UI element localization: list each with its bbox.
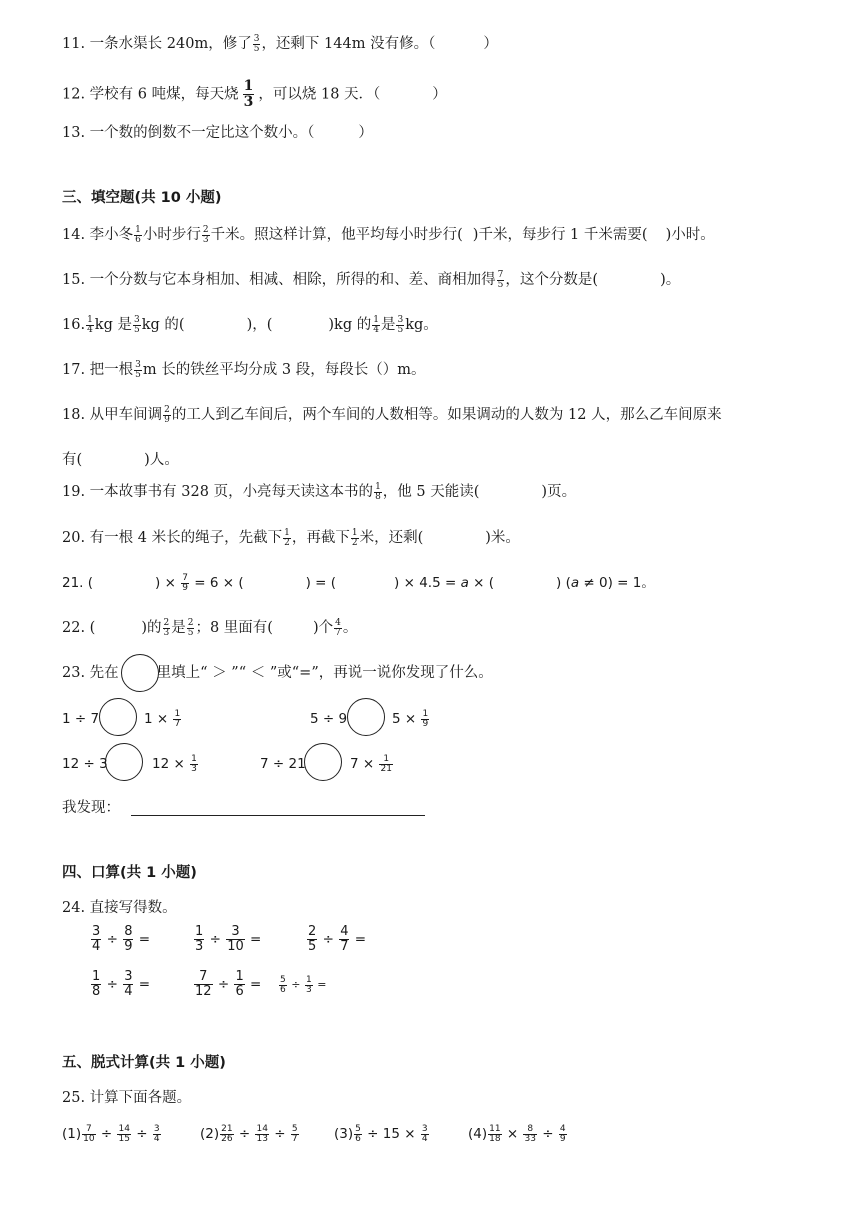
calc-item-1[interactable]: (1) $\frac{7}{10}$ ÷ $\frac{14}{15}$ ÷ $\frac{3}{4}$ xyxy=(62,1123,160,1144)
symbol-circle[interactable] xyxy=(121,654,159,692)
fraction: $\frac{4}{7}$ xyxy=(335,617,341,638)
question-13: 13. 一个数的倒数不一定比这个数小。（ ） xyxy=(62,125,373,141)
question-19: 19. 一本故事书有 328 页，小亮每天读这本书的 $\frac{1}{8}$ ，他 5 天能读( )页。 xyxy=(62,481,577,502)
fraction: $\frac{1}{6}$ xyxy=(135,224,141,245)
compare-left-3: 12 ÷ 3 xyxy=(62,756,108,772)
fraction: $\frac{1}{7}$ xyxy=(174,708,181,729)
fraction: $\frac{7}{5}$ xyxy=(497,269,504,290)
compare-left-1: 1 ÷ 7 xyxy=(62,711,100,727)
compare-left-4: 7 ÷ 21 xyxy=(260,756,306,772)
fraction: $\frac{3}{5}$ xyxy=(133,314,140,335)
fraction: $\frac{1}{3}$ xyxy=(243,78,254,110)
fraction: $\frac{3}{5}$ xyxy=(135,359,141,380)
compare-circle-2[interactable] xyxy=(347,698,385,736)
fraction: $\frac{1}{4}$ xyxy=(373,314,379,335)
fraction: $\frac{1}{4}$ xyxy=(87,314,93,335)
question-16: 16. $\frac{1}{4}$ kg 是 $\frac{3}{5}$ kg 的( )，( )kg 的 $\frac{1}{4}$ 是 $\frac{3}{5}$ kg。 xyxy=(62,314,438,335)
compare-circle-3[interactable] xyxy=(105,743,143,781)
question-17: 17. 把一根 $\frac{3}{5}$ m 长的铁丝平均分成 3 段，每段长（）m。 xyxy=(62,359,426,380)
question-15: 15. 一个分数与它本身相加、相减、相除，所得的和、差、商相加得 $\frac{7}{5}$ ，这个分数是( )。 xyxy=(62,269,681,290)
calc-item-2[interactable]: (2) $\frac{21}{26}$ ÷ $\frac{14}{13}$ ÷ $\frac{5}{7}$ xyxy=(200,1123,298,1144)
compare-right-3: 12 × $\frac{1}{3}$ xyxy=(152,753,197,774)
calc-item-4[interactable]: (4) $\frac{11}{18}$ × $\frac{8}{33}$ ÷ $\frac{4}{9}$ xyxy=(468,1123,566,1144)
question-14: 14. 李小冬 $\frac{1}{6}$ 小时步行 $\frac{2}{3}$ 千米。照这样计算，他平均每小时步行( )千米，每步行 1 千米需要( )小时。 xyxy=(62,224,715,245)
question-24: 24. 直接写得数。 xyxy=(62,900,177,916)
question-11: 11. 一条水渠长 240m，修了 $\frac{3}{5}$ ，还剩下 144m 没有修。（ ） xyxy=(62,33,498,54)
question-18: 18. 从甲车间调 $\frac{2}{9}$ 的工人到乙车间后，两个车间的人数相等。如果调动的人数为 12 人，那么乙车间原来 xyxy=(62,404,722,425)
oral-item-4[interactable]: $\frac{1}{8}$ ÷ $\frac{3}{4}$ = xyxy=(92,969,151,999)
fraction: $\frac{1}{3}$ xyxy=(191,753,197,774)
question-25: 25. 计算下面各题。 xyxy=(62,1090,192,1106)
oral-item-5[interactable]: $\frac{7}{12}$ ÷ $\frac{1}{6}$ = xyxy=(195,969,262,999)
question-21: 21. ( ) × $\frac{7}{9}$ = 6 × ( ) = ( ) × 4.5 = a × ( ) (a ≠ 0) = 1。 xyxy=(62,572,655,593)
found-answer-line[interactable] xyxy=(131,815,425,816)
oral-item-2[interactable]: $\frac{1}{3}$ ÷ $\frac{3}{10}$ = xyxy=(195,924,262,954)
found-label: 我发现： xyxy=(62,800,120,816)
fraction: $\frac{3}{5}$ xyxy=(253,33,260,54)
compare-right-1: 1 × $\frac{1}{7}$ xyxy=(144,708,181,729)
section-heading-5: 五、脱式计算(共 1 小题) xyxy=(62,1055,226,1071)
fraction: $\frac{1}{2}$ xyxy=(351,527,358,548)
compare-left-2: 5 ÷ 9 xyxy=(310,711,348,727)
question-22: 22. ( )的 $\frac{2}{3}$ 是 $\frac{2}{5}$ ；8 里面有( )个 $\frac{4}{7}$ 。 xyxy=(62,617,358,638)
fraction: $\frac{1}{9}$ xyxy=(422,708,429,729)
fraction: $\frac{2}{5}$ xyxy=(187,617,194,638)
compare-circle-4[interactable] xyxy=(304,743,342,781)
oral-item-1[interactable]: $\frac{3}{4}$ ÷ $\frac{8}{9}$ = xyxy=(92,924,151,954)
fraction: $\frac{1}{8}$ xyxy=(375,481,381,502)
section-heading-3: 三、填空题(共 10 小题) xyxy=(62,190,222,206)
compare-circle-1[interactable] xyxy=(99,698,137,736)
oral-item-6[interactable]: $\frac{5}{6}$ ÷ $\frac{1}{3}$ = xyxy=(280,974,327,995)
calc-item-3[interactable]: (3) $\frac{5}{6}$ ÷ 15 × $\frac{3}{4}$ xyxy=(334,1123,428,1144)
question-23: 23. 先在 里填上“ ＞ ”“ ＜ ”或“=”，再说一说你发现了什么。 xyxy=(62,665,493,681)
section-heading-4: 四、口算(共 1 小题) xyxy=(62,865,197,881)
oral-item-3[interactable]: $\frac{2}{5}$ ÷ $\frac{4}{7}$ = xyxy=(308,924,367,954)
fraction: $\frac{7}{9}$ xyxy=(182,572,188,593)
fraction: $\frac{2}{9}$ xyxy=(164,404,170,425)
fraction: $\frac{1}{21}$ xyxy=(380,753,392,774)
fraction: $\frac{2}{3}$ xyxy=(163,617,170,638)
question-12: 12. 学校有 6 吨煤，每天烧 $\frac{1}{3}$ ，可以烧 18 天．（ ） xyxy=(62,78,447,110)
compare-right-2: 5 × $\frac{1}{9}$ xyxy=(392,708,429,729)
fraction: $\frac{2}{3}$ xyxy=(202,224,209,245)
fraction: $\frac{1}{2}$ xyxy=(284,527,290,548)
fraction: $\frac{3}{5}$ xyxy=(397,314,404,335)
question-20: 20. 有一根 4 米长的绳子，先截下 $\frac{1}{2}$ ，再截下 $\frac{1}{2}$ 米，还剩( )米。 xyxy=(62,527,520,548)
compare-right-4: 7 × $\frac{1}{21}$ xyxy=(350,753,392,774)
question-18-cont: 有( )人。 xyxy=(62,452,179,468)
